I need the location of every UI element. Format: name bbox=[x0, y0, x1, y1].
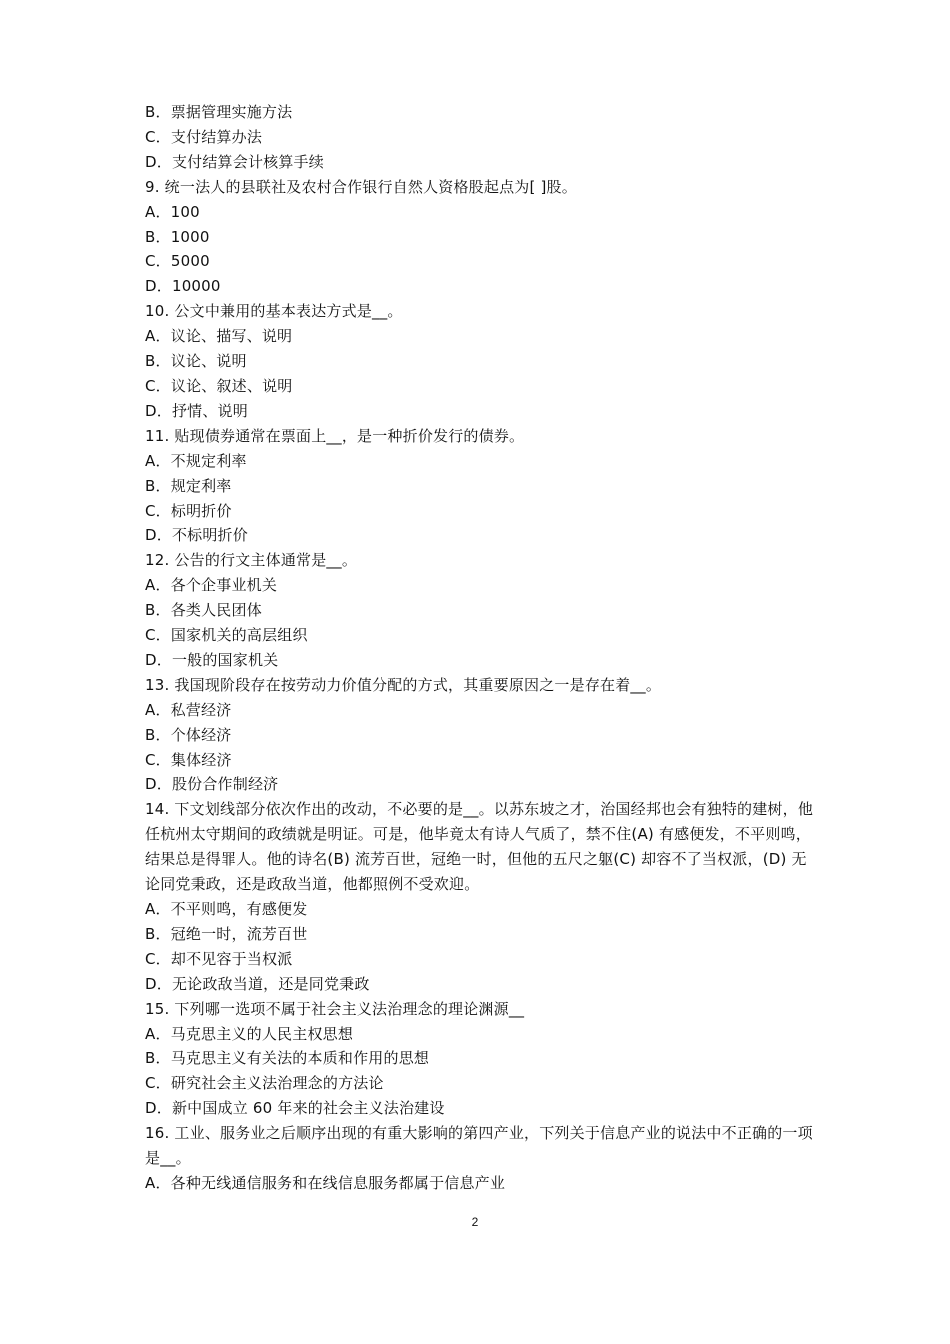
option-line: C．却不见容于当权派 bbox=[145, 949, 293, 968]
option-line: B．冠绝一时，流芳百世 bbox=[145, 924, 308, 943]
option-line: C．支付结算办法 bbox=[145, 127, 263, 146]
option-line: D．新中国成立 60 年来的社会主义法治建设 bbox=[145, 1099, 445, 1118]
option-line: D．抒情、说明 bbox=[145, 401, 248, 420]
question-15: 15. 下列哪一选项不属于社会主义法治理念的理论渊源__ bbox=[145, 999, 525, 1018]
option-line: A．各种无线通信服务和在线信息服务都属于信息产业 bbox=[145, 1173, 506, 1192]
option-line: B．各类人民团体 bbox=[145, 601, 262, 620]
option-line: B．个体经济 bbox=[145, 725, 232, 744]
option-line: B．1000 bbox=[145, 227, 210, 246]
page-number: 2 bbox=[471, 1215, 479, 1229]
option-line: B．规定利率 bbox=[145, 476, 232, 495]
option-line: C．议论、叙述、说明 bbox=[145, 376, 293, 395]
question-13: 13. 我国现阶段存在按劳动力价值分配的方式，其重要原因之一是存在着__。 bbox=[145, 675, 662, 694]
option-line: D．无论政敌当道，还是同党秉政 bbox=[145, 974, 370, 993]
option-line: A．不规定利率 bbox=[145, 451, 247, 470]
option-line: C．研究社会主义法治理念的方法论 bbox=[145, 1074, 384, 1093]
option-line: D．10000 bbox=[145, 277, 221, 296]
question-12: 12. 公告的行文主体通常是__。 bbox=[145, 551, 358, 570]
option-line: B．马克思主义有关法的本质和作用的思想 bbox=[145, 1049, 430, 1068]
question-9: 9. 统一法人的县联社及农村合作银行自然人资格股起点为[ ]股。 bbox=[145, 177, 577, 196]
option-line: C．国家机关的高层组织 bbox=[145, 626, 308, 645]
option-line: A．议论、描写、说明 bbox=[145, 327, 293, 346]
option-line: C．5000 bbox=[145, 252, 210, 271]
option-line: C．标明折价 bbox=[145, 501, 232, 520]
document-body bbox=[145, 100, 815, 1196]
option-line: D．一般的国家机关 bbox=[145, 650, 279, 669]
option-line: A．马克思主义的人民主权思想 bbox=[145, 1024, 354, 1043]
question-10: 10. 公文中兼用的基本表达方式是__。 bbox=[145, 302, 403, 321]
option-line: D．不标明折价 bbox=[145, 526, 248, 545]
question-16: 16. 工业、服务业之后顺序出现的有重大影响的第四产业，下列关于信息产业的说法中不正确的一项是__。 bbox=[145, 1124, 813, 1168]
option-line: A．私营经济 bbox=[145, 700, 232, 719]
option-line: B．票据管理实施方法 bbox=[145, 103, 293, 121]
option-line: A．各个企事业机关 bbox=[145, 576, 278, 595]
option-line: C．集体经济 bbox=[145, 750, 232, 769]
option-line: A．100 bbox=[145, 202, 200, 221]
option-line: D．股份合作制经济 bbox=[145, 775, 279, 794]
question-14: 14. 下文划线部分依次作出的改动，不必要的是__。以苏东坡之才，治国经邦也会有独特的建树，他任杭州太守期间的政绩就是明证。可是，他毕竟太有诗人气质了，禁不住(A) 有感便发，不平则鸣，结果总是得罪人。他的诗名(B) 流芳百世，冠绝一时，但他的五尺之躯(C) 却容不了当权派，(D) 无论同党秉政，还是政敌当道，他都照例不受欢迎。 bbox=[145, 800, 814, 894]
option-line: A．不平则鸣，有感便发 bbox=[145, 900, 308, 918]
option-line: D．支付结算会计核算手续 bbox=[145, 152, 324, 171]
option-line: B．议论、说明 bbox=[145, 352, 247, 371]
question-11: 11. 贴现债券通常在票面上__，是一种折价发行的债券。 bbox=[145, 426, 525, 445]
